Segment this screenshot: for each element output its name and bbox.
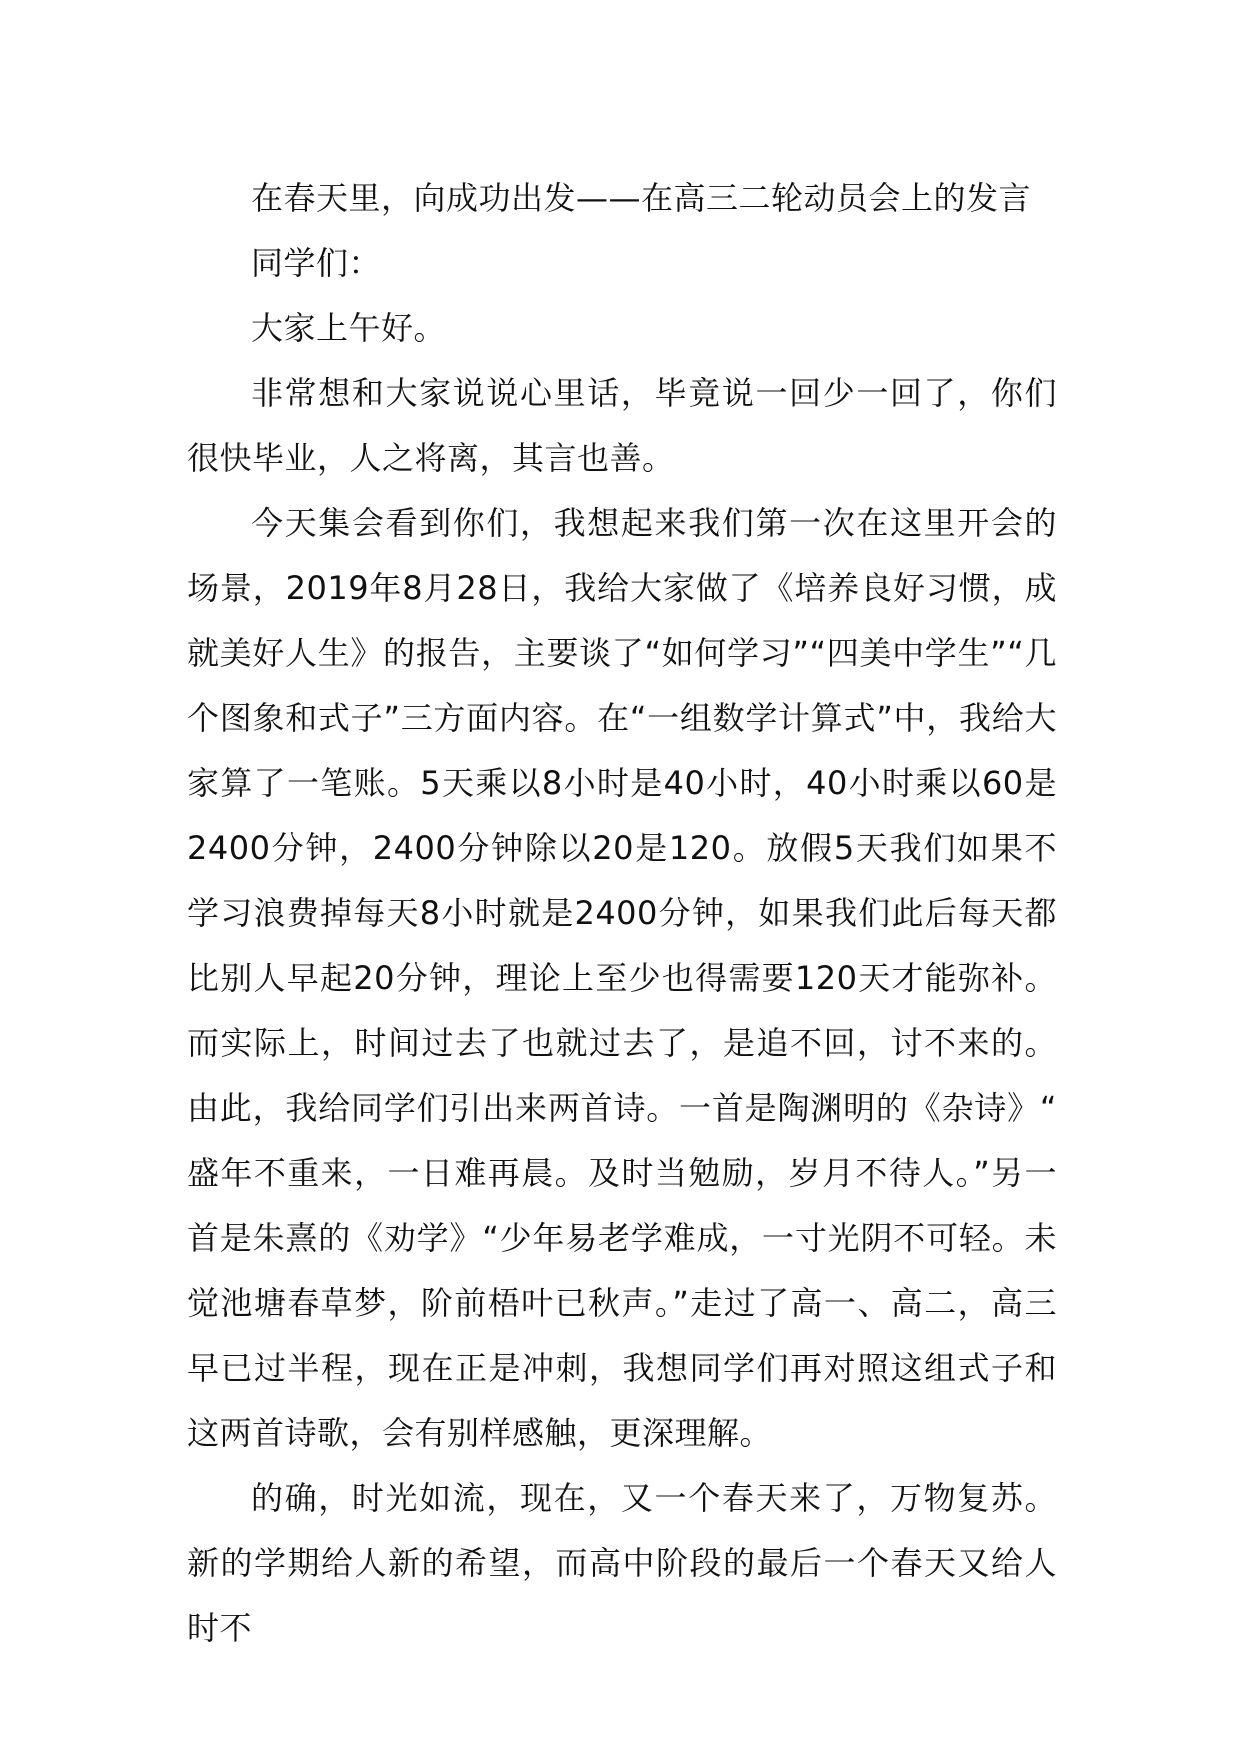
- body-paragraph: 非常想和大家说说心里话，毕竟说一回少一回了，你们很快毕业，人之将离，其言也善。: [187, 374, 1057, 477]
- document-body: [187, 166, 1057, 1661]
- body-paragraph: 的确，时光如流，现在，又一个春天来了，万物复苏。新的学期给人新的希望，而高中阶段的最后一个春天又给人时不: [187, 1479, 1057, 1647]
- greeting: 大家上午好。: [251, 309, 447, 347]
- salutation: 同学们：: [251, 244, 382, 282]
- document-title: 在春天里，向成功出发——在高三二轮动员会上的发言: [251, 179, 1032, 217]
- body-paragraph: 今天集会看到你们，我想起来我们第一次在这里开会的场景，2019年8月28日，我给大家做了《培养良好习惯，成就美好人生》的报告，主要谈了“如何学习”“四美中学生”“几个图象和式子”三方面内容。在“一组数学计算式”中，我给大家算了一笔账。5天乘以8小时是40小时，40小时乘以60是2400分钟，2400分钟除以20是120。放假5天我们如果不学习浪费掉每天8小时就是2400分钟，如果我们此后每天都比别人早起20分钟，理论上至少也得需要120天才能弥补。而实际上，时间过去了也就过去了，是追不回，讨不来的。由此，我给同学们引出来两首诗。一首是陶渊明的《杂诗》“盛年不重来，一日难再晨。及时当勉励，岁月不待人。”另一首是朱熹的《劝学》“少年易老学难成，一寸光阴不可轻。未觉池塘春草梦，阶前梧叶已秋声。”走过了高一、高二，高三早已过半程，现在正是冲刺，我想同学们再对照这组式子和这两首诗歌，会有别样感触，更深理解。: [187, 504, 1057, 1452]
